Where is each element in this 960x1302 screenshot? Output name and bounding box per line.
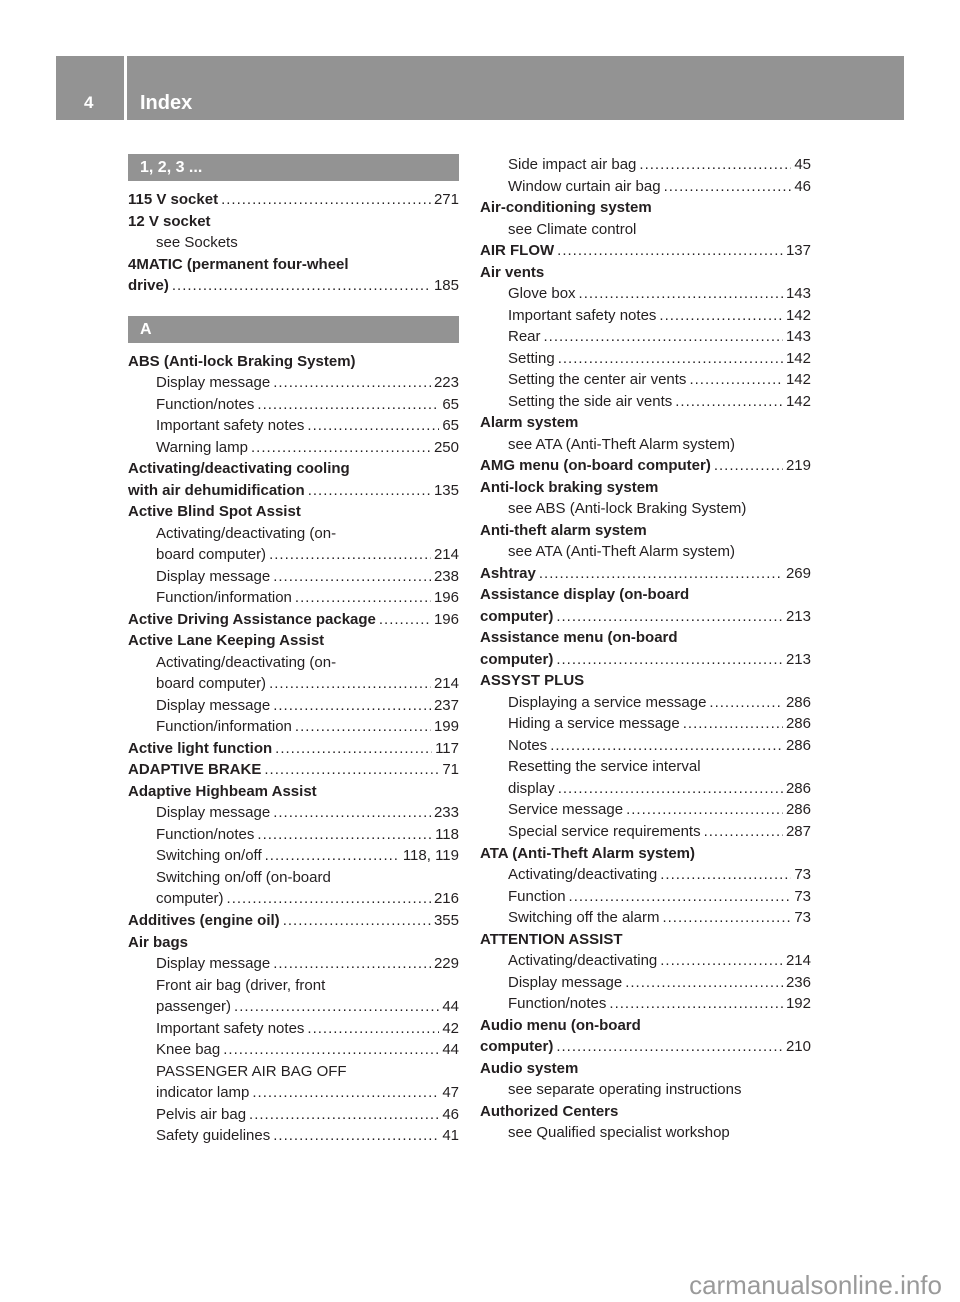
index-subentry (480, 283, 811, 305)
entry-text: ATA (Anti-Theft Alarm system) (480, 844, 696, 862)
entry-text: Audio system (480, 1059, 579, 1077)
index-entry (128, 501, 459, 523)
page-reference: 213 (785, 607, 811, 625)
page-reference: 213 (785, 650, 811, 668)
index-entry (128, 351, 459, 373)
index-subentry (480, 778, 811, 800)
entry-text: Function/information (156, 589, 292, 607)
entry-text: Display message (156, 374, 271, 392)
entry-text: Active Blind Spot Assist (128, 503, 301, 521)
entry-text: Safety guidelines (156, 1127, 271, 1145)
entry-text: Assistance menu (on-board (480, 629, 678, 647)
index-subentry (128, 232, 459, 254)
index-entry (128, 781, 459, 803)
index-subentry (480, 348, 811, 370)
entry-text: see separate operating instructions (508, 1081, 742, 1099)
dot-leader (269, 673, 431, 695)
page-reference: 286 (785, 715, 811, 733)
index-entry (128, 254, 459, 276)
page-reference: 118 (435, 825, 459, 843)
entry-text: Function/notes (508, 995, 607, 1013)
entry-text: Pelvis air bag (156, 1105, 247, 1123)
index-subentry (480, 326, 811, 348)
index-entry (480, 584, 811, 606)
dot-leader (625, 972, 783, 994)
entry-text: display (508, 779, 555, 797)
entry-text: computer) (480, 1038, 554, 1056)
page-reference: 286 (785, 693, 811, 711)
index-entry (128, 630, 459, 652)
entry-text: Side impact air bag (508, 156, 637, 173)
index-subentry (128, 415, 459, 437)
dot-leader (295, 716, 431, 738)
dot-leader (709, 692, 783, 714)
dot-leader (557, 240, 783, 262)
dot-leader (269, 544, 431, 566)
index-subentry (128, 1104, 459, 1126)
page-reference: 44 (442, 1041, 459, 1059)
chapter-title: Index (140, 92, 193, 114)
index-entry (480, 649, 811, 671)
dot-leader (660, 864, 791, 886)
entry-text: Function (508, 887, 566, 905)
page-reference: 73 (794, 887, 811, 905)
page-reference: 41 (442, 1127, 459, 1145)
entry-text: Switching off the alarm (508, 909, 660, 927)
index-subentry (480, 972, 811, 994)
entry-text: see Climate control (508, 220, 637, 238)
index-subentry (128, 1125, 459, 1147)
dot-leader (609, 993, 783, 1015)
entry-text: board computer) (156, 675, 267, 693)
page-reference: 65 (442, 395, 459, 413)
entry-text: Display message (156, 567, 271, 585)
page-reference: 355 (433, 911, 459, 929)
entry-text: Authorized Centers (480, 1102, 619, 1120)
page-reference: 214 (785, 952, 811, 970)
index-subentry (480, 886, 811, 908)
dot-leader (273, 1125, 439, 1147)
index-entry (480, 262, 811, 284)
index-entry (128, 759, 459, 781)
page-reference: 216 (433, 890, 459, 908)
index-subentry (128, 1082, 459, 1104)
dot-leader (295, 587, 431, 609)
index-subentry (480, 735, 811, 757)
dot-leader (273, 953, 431, 975)
section-header: A (128, 316, 459, 343)
index-subentry (480, 305, 811, 327)
index-entry (480, 929, 811, 951)
page-reference: 233 (433, 804, 459, 822)
index-entry (480, 670, 811, 692)
index-entry (128, 738, 459, 760)
entry-text: see ATA (Anti-Theft Alarm system) (508, 543, 736, 561)
page-number-box (56, 56, 124, 120)
index-subentry (128, 437, 459, 459)
entry-text: 12 V socket (128, 212, 211, 230)
page-reference: 117 (435, 739, 459, 757)
dot-leader (556, 606, 783, 628)
index-subentry (480, 713, 811, 735)
index-entry (480, 197, 811, 219)
dot-leader (558, 778, 783, 800)
dot-leader (307, 1018, 439, 1040)
page-reference: 210 (785, 1038, 811, 1056)
index-subentry (128, 1018, 459, 1040)
dot-leader (221, 189, 431, 211)
index-entry (128, 211, 459, 233)
index-subentry (480, 950, 811, 972)
entry-text: ATTENTION ASSIST (480, 930, 623, 948)
index-entry (480, 1036, 811, 1058)
index-entry (480, 563, 811, 585)
index-subentry (128, 566, 459, 588)
index-subentry (480, 993, 811, 1015)
page-reference: 47 (442, 1084, 459, 1102)
entry-text: Setting the side air vents (508, 392, 673, 410)
index-subentry (128, 716, 459, 738)
index-subentry (480, 369, 811, 391)
index-entry (128, 458, 459, 480)
entry-text: Alarm system (480, 414, 579, 432)
index-entry (480, 1058, 811, 1080)
dot-leader (264, 759, 439, 781)
index-subentry (128, 523, 459, 545)
index-subentry (128, 1061, 459, 1083)
page-reference: 135 (433, 481, 459, 499)
index-subentry (480, 154, 811, 176)
entry-text: Warning lamp (156, 438, 248, 456)
page-reference: 46 (794, 177, 811, 195)
entry-text: Setting the center air vents (508, 371, 687, 389)
index-column-right (480, 154, 811, 1144)
entry-text: Active Lane Keeping Assist (128, 632, 325, 650)
entry-text: ABS (Anti-lock Braking System) (128, 352, 356, 370)
entry-text: Front air bag (driver, front (156, 976, 326, 994)
dot-leader (252, 1082, 439, 1104)
page-reference: 42 (442, 1019, 459, 1037)
entry-text: see ATA (Anti-Theft Alarm system) (508, 435, 736, 453)
entry-text: Special service requirements (508, 822, 701, 840)
index-entry (480, 520, 811, 542)
page-reference: 199 (433, 718, 459, 736)
page-reference: 269 (785, 564, 811, 582)
dot-leader (639, 154, 791, 176)
dot-leader (172, 275, 431, 297)
entry-text: Adaptive Highbeam Assist (128, 782, 317, 800)
entry-text: Assistance display (on-board (480, 586, 690, 604)
entry-text: Glove box (508, 285, 576, 303)
page-reference: 287 (785, 822, 811, 840)
index-entry (480, 843, 811, 865)
index-subentry (480, 391, 811, 413)
page-reference: 185 (433, 277, 459, 295)
entry-text: Resetting the service interval (508, 758, 701, 776)
dot-leader (626, 799, 783, 821)
dot-leader (275, 738, 432, 760)
page-reference: 142 (785, 392, 811, 410)
dot-leader (689, 369, 783, 391)
index-subentry (128, 845, 459, 867)
index-subentry (480, 219, 811, 241)
dot-leader (251, 437, 431, 459)
dot-leader (660, 950, 783, 972)
entry-text: Important safety notes (156, 417, 305, 435)
page-reference: 142 (785, 306, 811, 324)
index-subentry (480, 799, 811, 821)
page-reference: 238 (433, 567, 459, 585)
entry-text: AMG menu (on-board computer) (480, 457, 711, 475)
index-subentry (128, 652, 459, 674)
dot-leader (234, 996, 439, 1018)
index-subentry (128, 673, 459, 695)
dot-leader (683, 713, 783, 735)
entry-text: Window curtain air bag (508, 177, 661, 195)
page-reference: 73 (794, 866, 811, 884)
index-entry (480, 412, 811, 434)
chapter-header (127, 56, 904, 120)
dot-leader (257, 394, 439, 416)
dot-leader (273, 802, 431, 824)
index-subentry (480, 821, 811, 843)
index-subentry (480, 756, 811, 778)
index-subentry (128, 996, 459, 1018)
entry-text: Additives (engine oil) (128, 911, 280, 929)
index-entry (480, 606, 811, 628)
entry-text: indicator lamp (156, 1084, 250, 1102)
page-reference: 73 (794, 909, 811, 927)
entry-text: Display message (156, 804, 271, 822)
entry-text: Display message (156, 696, 271, 714)
dot-leader (307, 415, 439, 437)
page-reference: 286 (785, 736, 811, 754)
entry-text: AIR FLOW (480, 242, 555, 260)
entry-text: board computer) (156, 546, 267, 564)
watermark: carmanualsonline.info (689, 1270, 942, 1300)
index-subentry (480, 176, 811, 198)
entry-text: Notes (508, 736, 548, 754)
entry-text: Display message (508, 973, 623, 991)
index-subentry (480, 692, 811, 714)
index-subentry (128, 824, 459, 846)
dot-leader (579, 283, 783, 305)
index-subentry (480, 864, 811, 886)
index-subentry (128, 953, 459, 975)
entry-text: Display message (156, 955, 271, 973)
page-reference: 196 (433, 589, 459, 607)
page-reference: 118, 119 (402, 847, 459, 865)
index-subentry (128, 695, 459, 717)
entry-text: Air-conditioning system (480, 199, 652, 217)
page-reference: 71 (442, 761, 459, 779)
dot-leader (659, 305, 783, 327)
entry-text: computer) (480, 607, 554, 625)
page-reference: 236 (785, 973, 811, 991)
index-subentry (480, 907, 811, 929)
dot-leader (662, 907, 791, 929)
page-reference: 286 (785, 801, 811, 819)
dot-leader (704, 821, 783, 843)
index-column-left (128, 154, 459, 1147)
entry-text: passenger) (156, 998, 232, 1016)
entry-text: Function/notes (156, 825, 255, 843)
dot-leader (539, 563, 783, 585)
index-entry (480, 1015, 811, 1037)
index-entry (480, 455, 811, 477)
index-subentry (480, 1122, 811, 1144)
entry-text: Audio menu (on-board (480, 1016, 641, 1034)
entry-text: 4MATIC (permanent four-wheel (128, 255, 349, 273)
entry-text: see Sockets (156, 234, 238, 252)
index-subentry (480, 498, 811, 520)
page-reference: 237 (433, 696, 459, 714)
index-subentry (480, 1079, 811, 1101)
page-reference: 229 (433, 955, 459, 973)
page-number: 4 (84, 93, 94, 112)
index-entry (128, 932, 459, 954)
dot-leader (556, 649, 783, 671)
dot-leader (675, 391, 783, 413)
entry-text: Important safety notes (508, 306, 657, 324)
page-reference: 142 (785, 371, 811, 389)
index-entry (128, 189, 459, 211)
index-entry (128, 910, 459, 932)
entry-text: Activating/deactivating (on- (156, 653, 337, 671)
dot-leader (664, 176, 792, 198)
entry-text: Air bags (128, 933, 189, 951)
page-reference: 142 (785, 349, 811, 367)
page-reference: 143 (785, 328, 811, 346)
page-reference: 286 (785, 779, 811, 797)
entry-text: Activating/deactivating (508, 866, 658, 884)
index-subentry (128, 802, 459, 824)
page-reference: 65 (442, 417, 459, 435)
dot-leader (308, 480, 431, 502)
page-reference: 45 (794, 156, 811, 173)
dot-leader (273, 372, 431, 394)
index-subentry (128, 544, 459, 566)
index-entry (128, 609, 459, 631)
page-reference: 214 (433, 675, 459, 693)
page-reference: 192 (785, 995, 811, 1013)
index-subentry (128, 394, 459, 416)
dot-leader (273, 695, 431, 717)
dot-leader (550, 735, 783, 757)
entry-text: ASSYST PLUS (480, 672, 585, 690)
entry-text: Important safety notes (156, 1019, 305, 1037)
dot-leader (223, 1039, 439, 1061)
entry-text: Anti-lock braking system (480, 478, 659, 496)
entry-text: Displaying a service message (508, 693, 707, 711)
entry-text: Active light function (128, 739, 273, 757)
index-entry (128, 275, 459, 297)
entry-text: Activating/deactivating (on- (156, 524, 337, 542)
index-subentry (128, 867, 459, 889)
entry-text: Switching on/off (156, 847, 262, 865)
entry-text: Air vents (480, 263, 545, 281)
index-subentry (128, 587, 459, 609)
entry-text: see ABS (Anti-lock Braking System) (508, 500, 747, 518)
entry-text: Function/information (156, 718, 292, 736)
page-reference: 196 (433, 610, 459, 628)
entry-text: see Qualified specialist workshop (508, 1124, 730, 1142)
dot-leader (379, 609, 431, 631)
entry-text: Switching on/off (on-board (156, 868, 331, 886)
entry-text: Ashtray (480, 564, 536, 582)
dot-leader (257, 824, 432, 846)
page-reference: 46 (442, 1105, 459, 1123)
dot-leader (714, 455, 783, 477)
dot-leader (558, 348, 783, 370)
page-reference: 143 (785, 285, 811, 303)
page-reference: 271 (433, 191, 459, 208)
entry-text: Activating/deactivating (508, 952, 658, 970)
dot-leader (227, 888, 431, 910)
index-subentry (480, 541, 811, 563)
entry-text: with air dehumidification (128, 481, 305, 499)
page-reference: 137 (785, 242, 811, 260)
index-entry (480, 240, 811, 262)
dot-leader (265, 845, 400, 867)
entry-text: Knee bag (156, 1041, 221, 1059)
page-reference: 250 (433, 438, 459, 456)
index-entry (480, 627, 811, 649)
entry-text: Activating/deactivating cooling (128, 460, 350, 478)
entry-text: Rear (508, 328, 541, 346)
section-header: 1, 2, 3 ... (128, 154, 459, 181)
page-reference: 44 (442, 998, 459, 1016)
page-reference: 219 (785, 457, 811, 475)
dot-leader (249, 1104, 439, 1126)
index-subentry (128, 1039, 459, 1061)
entry-text: drive) (128, 277, 169, 295)
dot-leader (556, 1036, 783, 1058)
index-subentry (128, 975, 459, 997)
entry-text: Anti-theft alarm system (480, 521, 647, 539)
page-reference: 214 (433, 546, 459, 564)
entry-text: Setting (508, 349, 555, 367)
entry-text: 115 V socket (128, 191, 219, 208)
entry-text: Active Driving Assistance package (128, 610, 376, 628)
index-subentry (480, 434, 811, 456)
entry-text: PASSENGER AIR BAG OFF (156, 1062, 347, 1080)
dot-leader (283, 910, 431, 932)
index-subentry (128, 372, 459, 394)
dot-leader (569, 886, 792, 908)
index-entry (480, 477, 811, 499)
page-reference: 223 (433, 374, 459, 392)
dot-leader (544, 326, 783, 348)
entry-text: ADAPTIVE BRAKE (128, 761, 262, 779)
index-entry (480, 1101, 811, 1123)
index-entry (128, 480, 459, 502)
entry-text: Service message (508, 801, 624, 819)
dot-leader (273, 566, 431, 588)
entry-text: Hiding a service message (508, 715, 680, 733)
entry-text: Function/notes (156, 395, 255, 413)
entry-text: computer) (156, 890, 224, 908)
index-subentry (128, 888, 459, 910)
entry-text: computer) (480, 650, 554, 668)
